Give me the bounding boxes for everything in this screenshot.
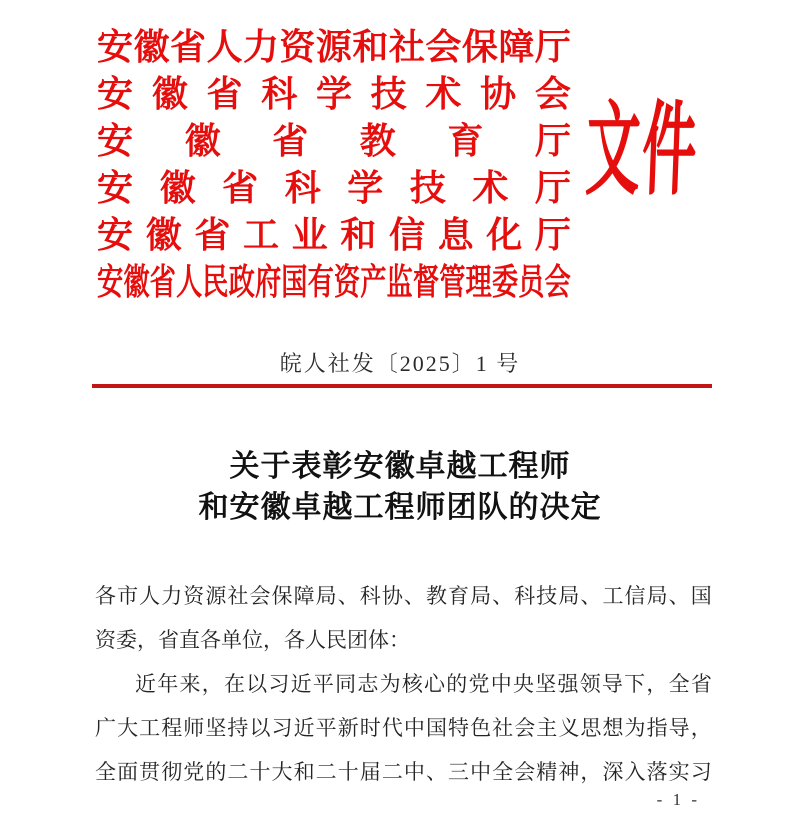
agency-line: 安 徽 省 工 业 和 信 息 化 厅 [97, 215, 571, 255]
agency-line-text: 安 徽 省 人 民 政 府 国 有 资 产 监 督 管 理 委 员 会 [97, 262, 571, 302]
agency-line: 安 徽 省 科 学 技 术 协 会 [97, 74, 571, 114]
body-line-addressees: 资委，省直各单位，各人民团体： [95, 628, 410, 652]
document-body [95, 574, 712, 794]
agency-line [97, 259, 571, 306]
agency-line: 安 徽 省 人 力 资 源 和 社 会 保 障 厅 [97, 27, 571, 67]
letterhead-agency-block [97, 24, 571, 306]
agency-line: 安 徽 省 科 学 技 术 厅 [97, 168, 571, 208]
doc-reference-number: 皖人社发〔2025〕1 号 [279, 351, 521, 376]
body-line-paragraph: 近 年 来 ， 在 以 习 近 平 同 志 为 核 心 的 党 中 央 坚 强 领 导 下 ， 全 省 [135, 672, 712, 696]
doc-type-stamp: 文件 [583, 95, 701, 208]
agency-line: 安 徽 省 教 育 厅 [97, 121, 571, 161]
page-number: - 1 - [656, 790, 700, 809]
document-title-line: 和安徽卓越工程师团队的决定 [198, 491, 602, 524]
body-line-paragraph: 全 面 贯 彻 党 的 二 十 大 和 二 十 届 二 中 、 三 中 全 会 精 神 ， 深 入 落 实 习 [95, 760, 712, 784]
red-separator-line [92, 384, 712, 388]
body-line-addressees: 各 市 人 力 资 源 社 会 保 障 局 、 科 协 、 教 育 局 、 科 技 局 、 工 信 局 、 国 [95, 584, 712, 608]
body-line-paragraph: 广 大 工 程 师 坚 持 以 习 近 平 新 时 代 中 国 特 色 社 会 主 义 思 想 为 指 导 ， [95, 716, 712, 740]
document-title-line: 关于表彰安徽卓越工程师 [229, 450, 571, 483]
document-title [0, 446, 800, 528]
